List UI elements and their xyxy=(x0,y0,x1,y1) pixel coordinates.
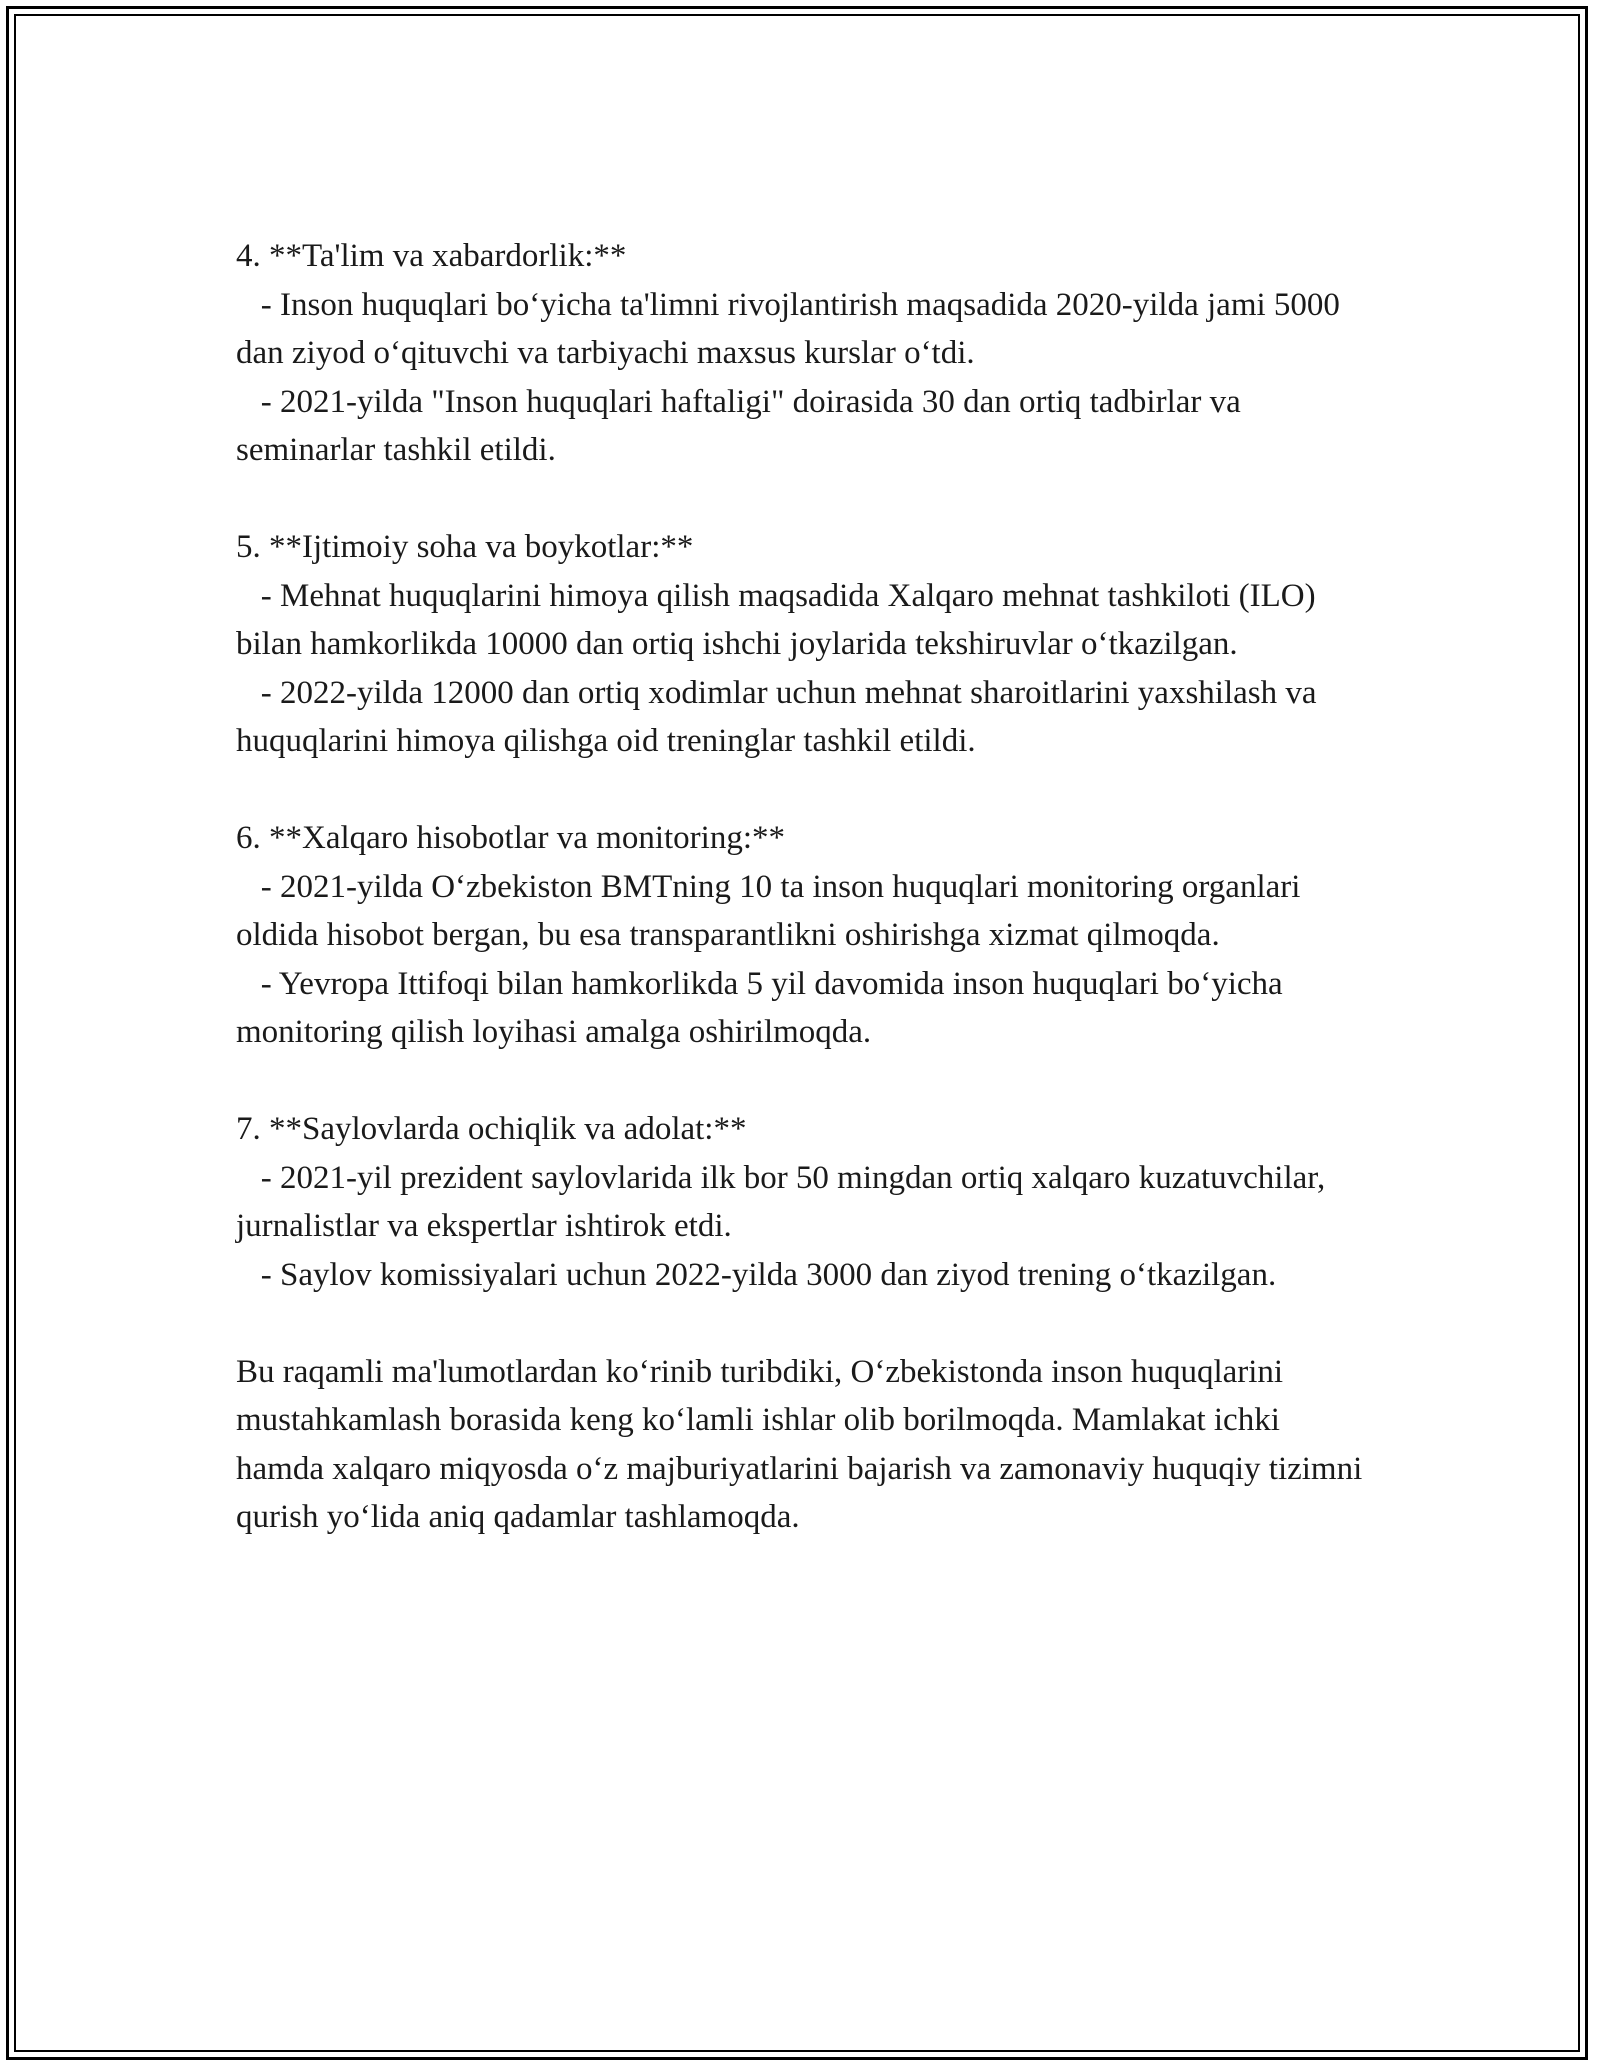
section-heading: 4. **Ta'lim va xabardorlik:** xyxy=(236,238,627,274)
conclusion-paragraph: Bu raqamli ma'lumotlardan ko‘rinib turibdiki, O‘zbekistonda inson huquqlarini mustahkamlash borasida keng ko‘lamli ishlar olib borilmoqda. Mamlakat ichki hamda xalqaro miqyosda o‘z majburiyatlarini bajarish va zamonaviy huquqiy tizimni qurish yo‘lida aniq qadamlar tashlamoqda. xyxy=(236,1353,1371,1535)
section-5 xyxy=(236,523,1376,766)
section-7 xyxy=(236,1105,1376,1299)
bullet-item: - 2022-yilda 12000 dan ortiq xodimlar uchun mehnat sharoitlarini yaxshilash va huquqlarini himoya qilishga oid treninglar tashkil etildi. xyxy=(236,674,1325,759)
bullet-item: - 2021-yilda O‘zbekiston BMTning 10 ta inson huquqlari monitoring organlari oldida hisobot bergan, bu esa transparantlikni oshirishga xizmat qilmoqda. xyxy=(236,868,1309,953)
section-heading: 7. **Saylovlarda ochiqlik va adolat:** xyxy=(236,1111,747,1147)
section-6 xyxy=(236,814,1376,1057)
bullet-item: - 2021-yilda "Inson huquqlari haftaligi" doirasida 30 dan ortiq tadbirlar va seminarlar tashkil etildi. xyxy=(236,383,1250,468)
bullet-item: - 2021-yil prezident saylovlarida ilk bor 50 mingdan ortiq xalqaro kuzatuvchilar, jurnalistlar va ekspertlar ishtirok etdi. xyxy=(236,1159,1334,1244)
section-heading: 6. **Xalqaro hisobotlar va monitoring:** xyxy=(236,820,785,856)
section-heading: 5. **Ijtimoiy soha va boykotlar:** xyxy=(236,529,694,565)
section-4 xyxy=(236,232,1376,475)
document-body xyxy=(236,232,1376,1590)
bullet-item: - Mehnat huquqlarini himoya qilish maqsadida Xalqaro mehnat tashkiloti (ILO) bilan hamkorlikda 10000 dan ortiq ishchi joylarida tekshiruvlar o‘tkazilgan. xyxy=(236,577,1324,662)
bullet-item: - Yevropa Ittifoqi bilan hamkorlikda 5 yil davomida inson huquqlari bo‘yicha monitoring qilish loyihasi amalga oshirilmoqda. xyxy=(236,965,1291,1050)
bullet-item: - Inson huquqlari bo‘yicha ta'limni rivojlantirish maqsadida 2020-yilda jami 5000 dan ziyod o‘qituvchi va tarbiyachi maxsus kurslar o‘tdi. xyxy=(236,286,1349,371)
conclusion-section xyxy=(236,1348,1376,1542)
bullet-item: - Saylov komissiyalari uchun 2022-yilda 3000 dan ziyod trening o‘tkazilgan. xyxy=(236,1256,1277,1293)
